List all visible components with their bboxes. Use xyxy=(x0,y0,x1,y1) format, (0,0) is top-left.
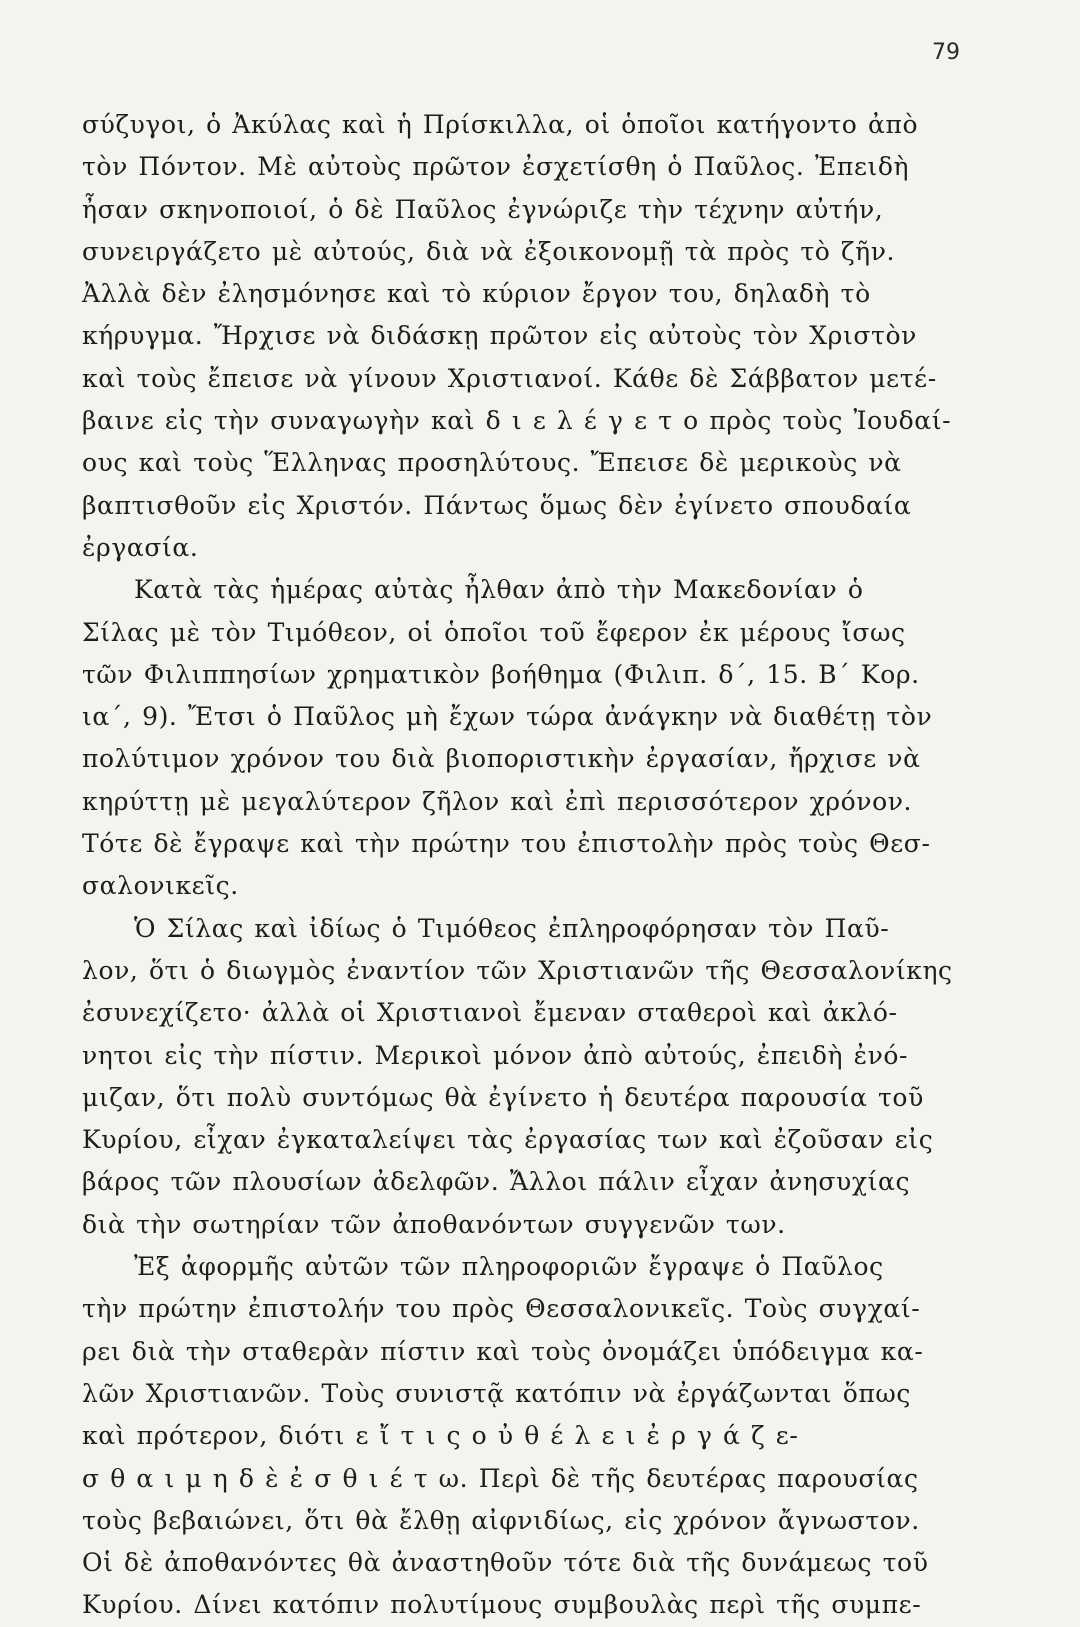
text-line: ἐργασία. xyxy=(82,532,199,562)
text-line: λῶν Χριστιανῶν. Τοὺς συνιστᾷ κατόπιν νὰ ἐργάζωνται ὅπως xyxy=(82,1378,911,1408)
text-line: Κυρίου, εἶχαν ἐγκαταλείψει τὰς ἐργασίας των καὶ ἐζοῦσαν εἰς xyxy=(82,1125,934,1155)
text-line: ια΄, 9). Ἔτσι ὁ Παῦλος μὴ ἔχων τώρα ἀνάγκην νὰ διαθέτῃ τὸν xyxy=(82,702,933,732)
text-line: Ἀλλὰ δὲν ἐλησμόνησε καὶ τὸ κύριον ἔργον του, δηλαδὴ τὸ xyxy=(82,279,871,309)
text-line: Κυρίου. Δίνει κατόπιν πολυτίμους συμβουλὰς περὶ τῆς συμπε- xyxy=(82,1590,922,1620)
text-line: τῶν Φιλιππησίων χρηματικὸν βοήθημα (Φιλιπ. δ΄, 15. Β΄ Κορ. xyxy=(82,659,920,689)
text-line: κήρυγμα. Ἤρχισε νὰ διδάσκῃ πρῶτον εἰς αὐτοὺς τὸν Χριστὸν xyxy=(82,321,917,351)
text-line: Σίλας μὲ τὸν Τιμόθεον, οἱ ὁποῖοι τοῦ ἔφερον ἐκ μέρους ἴσως xyxy=(82,617,906,647)
text-line: καὶ τοὺς ἔπεισε νὰ γίνουν Χριστιανοί. Κάθε δὲ Σάββατον μετέ- xyxy=(82,363,937,393)
text-line: πολύτιμον χρόνον του διὰ βιοποριστικὴν ἐργασίαν, ἤρχισε νὰ xyxy=(82,744,921,774)
text-line: μιζαν, ὅτι πολὺ συντόμως θὰ ἐγίνετο ἡ δευτέρα παρουσία τοῦ xyxy=(82,1082,924,1112)
text-line: καὶ πρότερον, διότι ε ἴ τ ι ς ο ὐ θ έ λ ε ι ἐ ρ γ ά ζ ε- xyxy=(82,1421,799,1451)
text-line: Ὁ Σίλας καὶ ἰδίως ὁ Τιμόθεος ἐπληροφόρησαν τὸν Παῦ- xyxy=(134,913,890,943)
text-line: νητοι εἰς τὴν πίστιν. Μερικοὶ μόνον ἀπὸ αὐτούς, ἐπειδὴ ἐνό- xyxy=(82,1040,909,1070)
text-line: βαινε εἰς τὴν συναγωγὴν καὶ δ ι ε λ έ γ ε τ ο πρὸς τοὺς Ἰουδαί- xyxy=(82,406,952,436)
text-line: Ἐξ ἀφορμῆς αὐτῶν τῶν πληροφοριῶν ἔγραψε ὁ Παῦλος xyxy=(134,1252,884,1282)
page-number: 79 xyxy=(932,40,960,65)
text-line: βάρος τῶν πλουσίων ἀδελφῶν. Ἄλλοι πάλιν εἶχαν ἀνησυχίας xyxy=(82,1167,911,1197)
text-line: ους καὶ τοὺς Ἕλληνας προσηλύτους. Ἔπεισε δὲ μερικοὺς νὰ xyxy=(82,448,902,478)
text-line: λον, ὅτι ὁ διωγμὸς ἐναντίον τῶν Χριστιανῶν τῆς Θεσσαλονίκης xyxy=(82,955,953,985)
body-text xyxy=(82,104,982,1627)
text-line: σαλονικεῖς. xyxy=(82,871,239,901)
text-line: βαπτισθοῦν εἰς Χριστόν. Πάντως ὅμως δὲν ἐγίνετο σπουδαία xyxy=(82,490,912,520)
text-line: Τότε δὲ ἔγραψε καὶ τὴν πρώτην του ἐπιστολὴν πρὸς τοὺς Θεσ- xyxy=(82,829,931,859)
text-line: τοὺς βεβαιώνει, ὅτι θὰ ἔλθῃ αἰφνιδίως, εἰς χρόνον ἄγνωστον. xyxy=(82,1505,920,1535)
text-line: ρει διὰ τὴν σταθερὰν πίστιν καὶ τοὺς ὀνομάζει ὑπόδειγμα κα- xyxy=(82,1336,924,1366)
text-line: Οἱ δὲ ἀποθανόντες θὰ ἀναστηθοῦν τότε διὰ τῆς δυνάμεως τοῦ xyxy=(82,1548,929,1578)
text-line: συνειργάζετο μὲ αὐτούς, διὰ νὰ ἐξοικονομῇ τὰ πρὸς τὸ ζῆν. xyxy=(82,236,896,266)
text-line: κηρύττῃ μὲ μεγαλύτερον ζῆλον καὶ ἐπὶ περισσότερον χρόνον. xyxy=(82,786,913,816)
text-line: τὴν πρώτην ἐπιστολήν του πρὸς Θεσσαλονικεῖς. Τοὺς συγχαί- xyxy=(82,1294,921,1324)
text-line: ἦσαν σκηνοποιοί, ὁ δὲ Παῦλος ἐγνώριζε τὴν τέχνην αὐτήν, xyxy=(82,194,884,224)
text-line: σύζυγοι, ὁ Ἀκύλας καὶ ἡ Πρίσκιλλα, οἱ ὁποῖοι κατήγοντο ἀπὸ xyxy=(82,110,919,139)
text-line: σ θ α ι μ η δ ὲ ἐ σ θ ι έ τ ω. Περὶ δὲ τῆς δευτέρας παρουσίας xyxy=(82,1463,919,1493)
text-line: ἐσυνεχίζετο· ἀλλὰ οἱ Χριστιανοὶ ἔμεναν σταθεροὶ καὶ ἀκλό- xyxy=(82,998,898,1028)
text-line: Κατὰ τὰς ἡμέρας αὐτὰς ἦλθαν ἀπὸ τὴν Μακεδονίαν ὁ xyxy=(134,575,864,605)
text-line: τὸν Πόντον. Μὲ αὐτοὺς πρῶτον ἐσχετίσθη ὁ Παῦλος. Ἐπειδὴ xyxy=(82,152,910,182)
text-line: διὰ τὴν σωτηρίαν τῶν ἀποθανόντων συγγενῶν των. xyxy=(82,1209,786,1239)
